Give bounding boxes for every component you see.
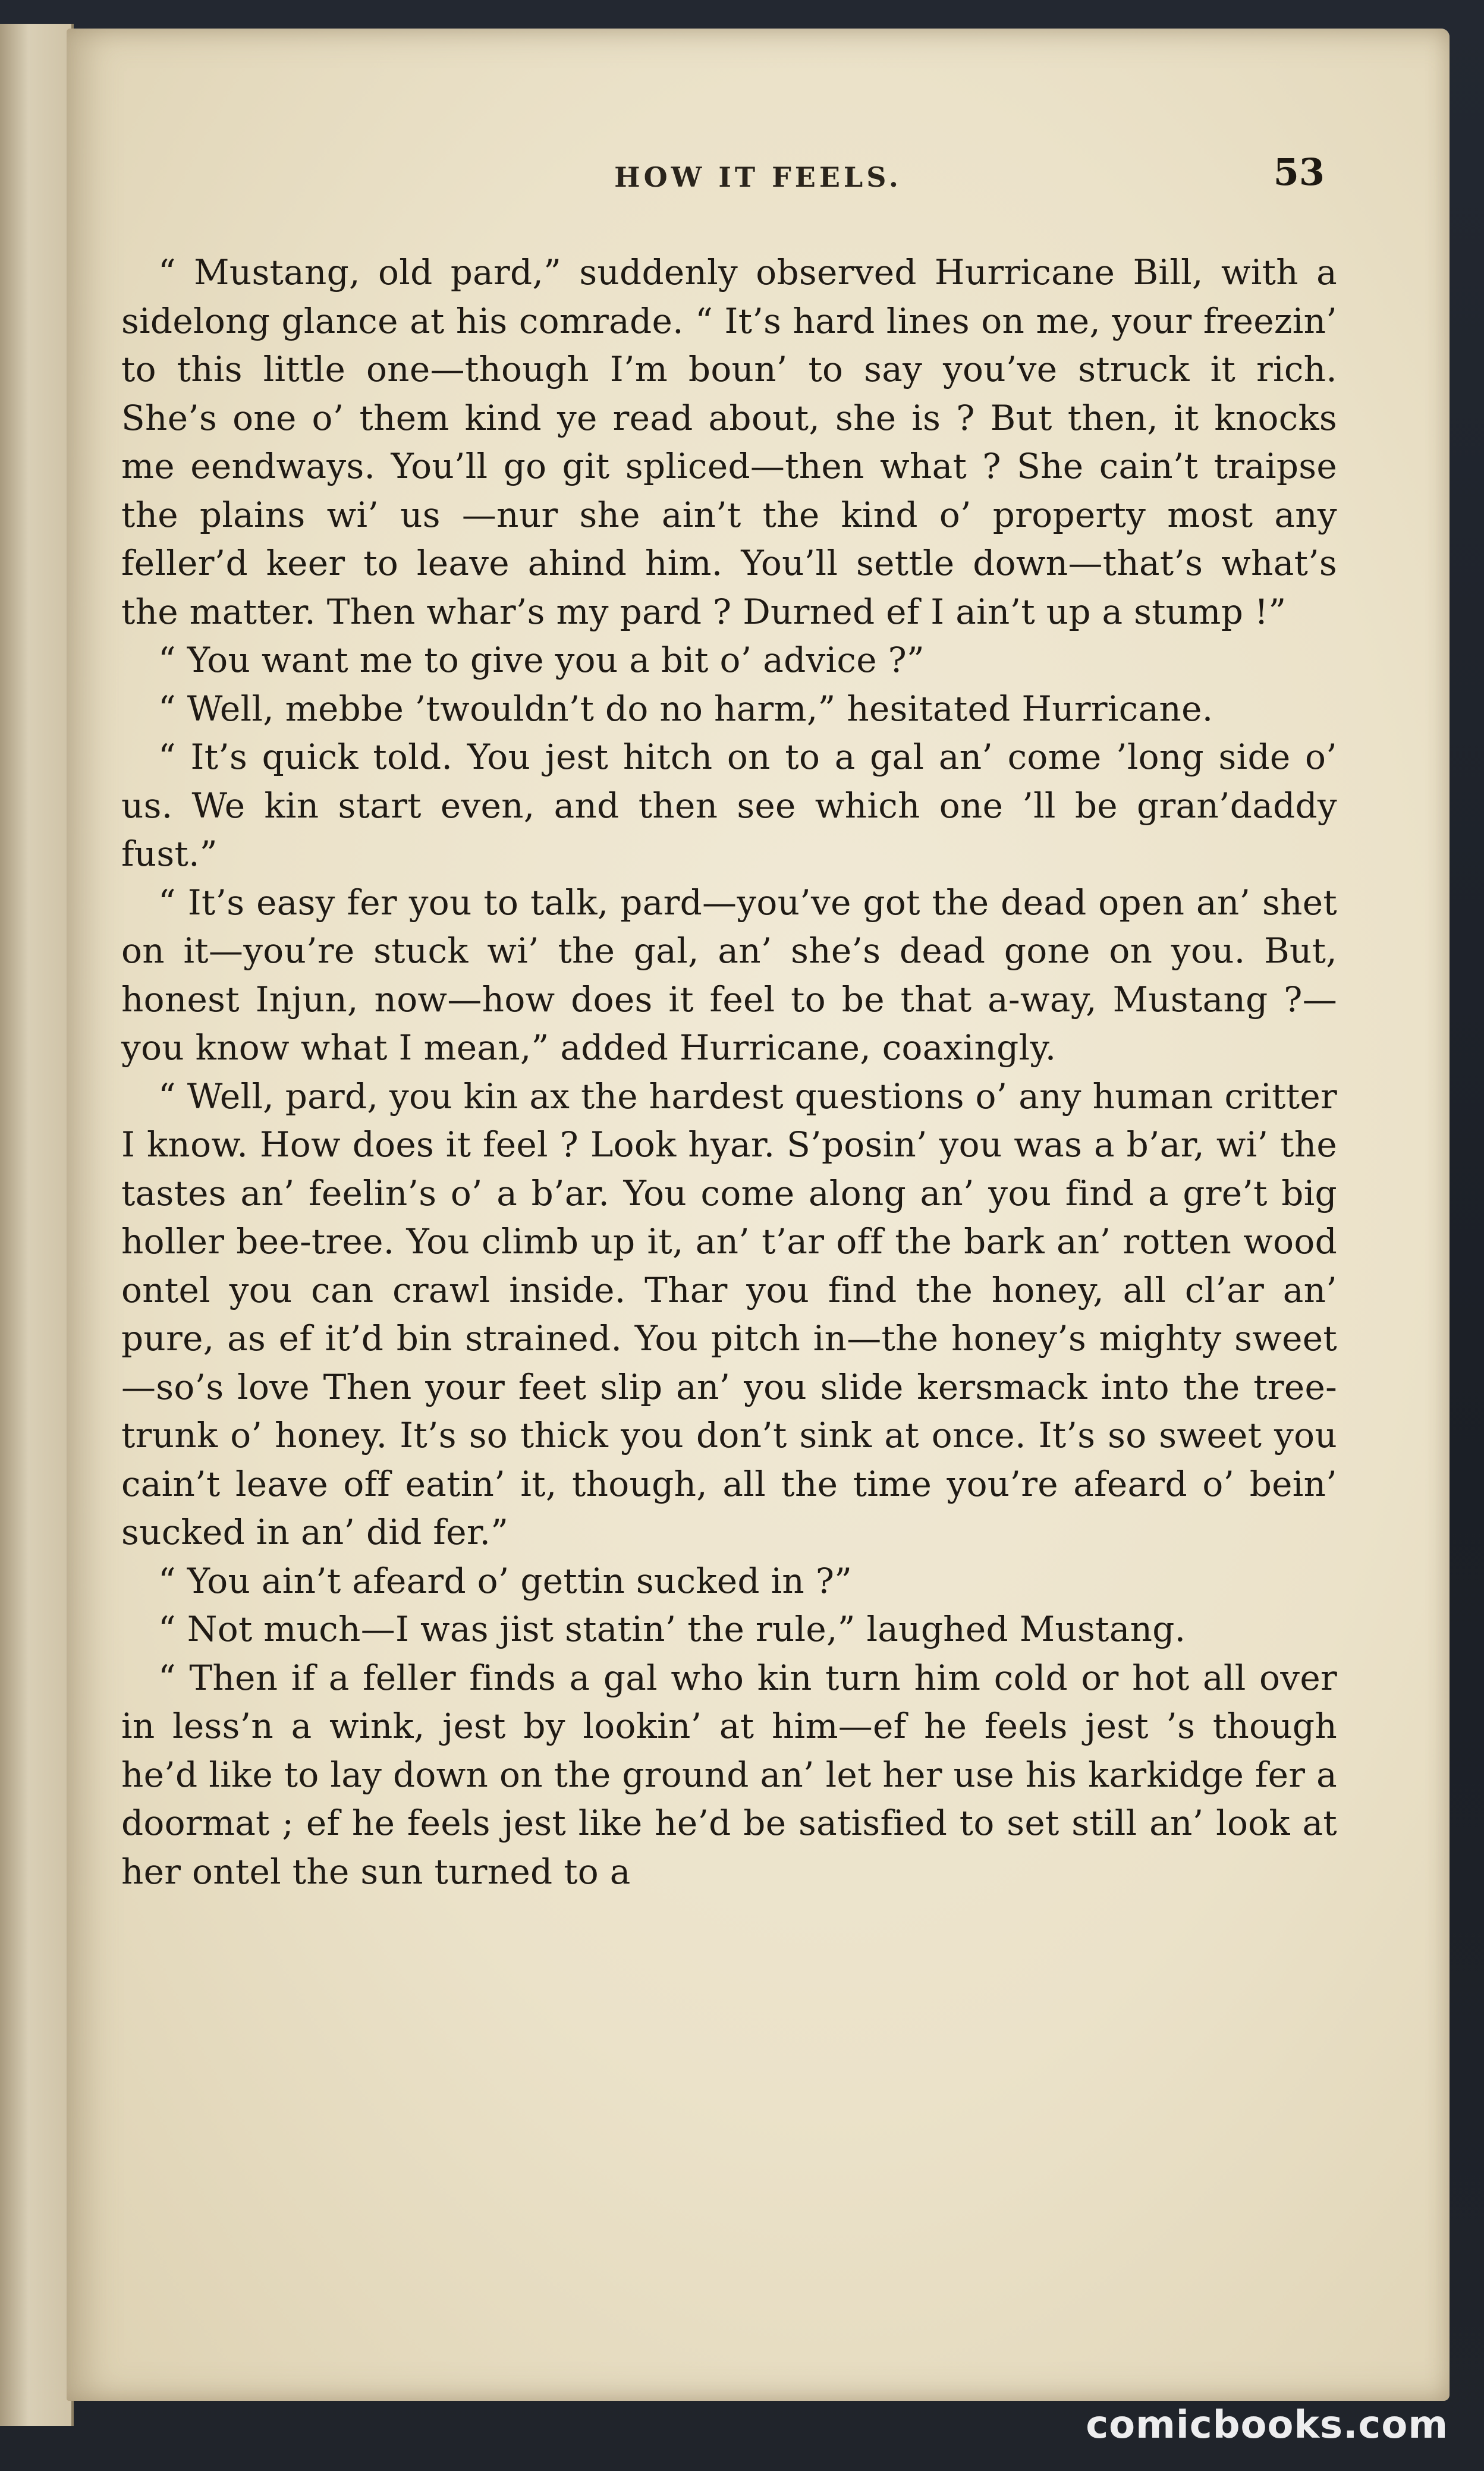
paragraph: “ It’s quick told. You jest hitch on to a gal an’ come ’long side o’ us. We kin start even, and then see which one ’ll be gran’daddy fust.” xyxy=(121,737,1337,874)
paragraph: “ Well, mebbe ’twouldn’t do no harm,” hesitated Hurricane. xyxy=(158,688,1213,729)
paragraph: “ You want me to give you a bit o’ advice ?” xyxy=(158,640,925,680)
running-head-title: HOW IT FEELS. xyxy=(614,161,902,193)
site-watermark: comicbooks.com xyxy=(1086,2403,1448,2447)
body-text xyxy=(121,249,1337,1896)
paragraph: “ Not much—I was jist statin’ the rule,” laughed Mustang. xyxy=(158,1609,1186,1649)
paragraph: “ Mustang, old pard,” suddenly observed Hurricane Bill, with a sidelong glance at his comrade. “ It’s hard lines on me, your freezin’ to this little one—though I’m boun’ to say you’ve struck it rich. She’s one o’ them kind ye read about, she is ? But then, it knocks me eendways. You’ll go git spliced—then what ? She cain’t traipse the plains wi’ us —nur she ain’t the kind o’ property most any feller’d keer to leave ahind him. You’ll settle down—that’s what’s the matter. Then whar’s my pard ? Durned ef I ain’t up a stump !” xyxy=(121,252,1337,632)
paragraph: “ It’s easy fer you to talk, pard—you’ve got the dead open an’ shet on it—you’re stuck wi’ the gal, an’ she’s dead gone on you. But, honest Injun, now—how does it feel to be that a-way, Mustang ?—you know what I mean,” added Hurricane, coaxingly. xyxy=(121,882,1337,1068)
book-page xyxy=(67,29,1450,2401)
page-number: 53 xyxy=(1273,150,1325,194)
paragraph: “ Well, pard, you kin ax the hardest questions o’ any human critter I know. How does it feel ? Look hyar. S’posin’ you was a b’ar, wi’ the tastes an’ feelin’s o’ a b’ar. You come along an’ you find a gre’t big holler bee-tree. You climb up it, an’ t’ar off the bark an’ rotten wood ontel you can crawl inside. Thar you find the honey, all cl’ar an’ pure, as ef it’d bin strained. You pitch in—the honey’s mighty sweet—so’s love Then your feet slip an’ you slide kersmack into the tree-trunk o’ honey. It’s so thick you don’t sink at once. It’s so sweet you cain’t leave off eatin’ it, though, all the time you’re afeard o’ bein’ sucked in an’ did fer.” xyxy=(121,1076,1337,1552)
running-head xyxy=(67,150,1450,198)
previous-page-edge xyxy=(0,24,74,2426)
paragraph: “ You ain’t afeard o’ gettin sucked in ?” xyxy=(158,1560,853,1601)
paragraph: “ Then if a feller finds a gal who kin turn him cold or hot all over in less’n a wink, jest by lookin’ at him—ef he feels jest ’s though he’d like to lay down on the ground an’ let her use his karkidge fer a doormat ; ef he feels jest like he’d be satisfied to set still an’ look at her ontel the sun turned to a xyxy=(121,1657,1337,1892)
